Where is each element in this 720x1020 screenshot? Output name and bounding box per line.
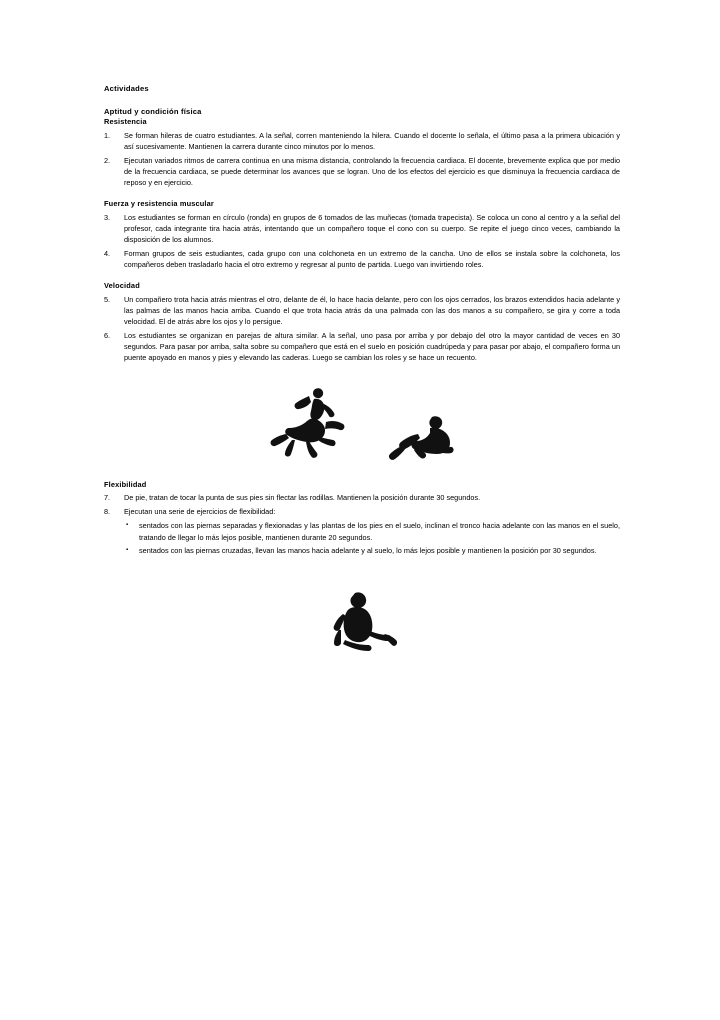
list-item-number: 3.	[104, 212, 111, 222]
list-item-number: 8.	[104, 507, 111, 517]
list-item	[104, 506, 620, 517]
list-item	[104, 248, 620, 270]
list-item	[104, 212, 620, 245]
figure-crouching-person-right	[382, 412, 454, 460]
list-item-number: 7.	[104, 493, 111, 503]
bullet-marker-icon: ▪	[126, 522, 129, 529]
list-item-text: Los estudiantes se forman en círculo (ronda) en grupos de 6 tomados de las muñecas (tomada trapecista). Se coloca un cono al centro y a la señal del profesor, cada integrante tira hacia atrás, intentando que un compañero toque el cono con su cuerpo. Se repite el juego cinco veces, cambiando la disposición de los alumnos.	[124, 212, 620, 245]
list-item-text: Se forman hileras de cuatro estudiantes. A la señal, corren manteniendo la hilera. Cuando el docente lo señala, el último pasa a la primera ubicación y así sucesivamente. Mantienen la carrera durante cinco minutos por lo menos.	[124, 130, 620, 151]
list-item-number: 5.	[104, 295, 111, 305]
list-item-number: 1.	[104, 130, 111, 140]
list-item-text: Los estudiantes se organizan en parejas de altura similar. A la señal, uno pasa por arriba y por debajo del otro la mayor cantidad de veces en 30 segundos. Para pasar por arriba, salta sobre su compañero que está en el suelo en posición cuadrúpeda y para pasar por abajo, el compañero forma un puente apoyado en manos y pies y elevando las caderas. Luego se cambian los roles y se hace un recuento.	[124, 331, 620, 363]
list-item-text: Un compañero trota hacia atrás mientras el otro, delante de él, lo hace hacia delante, pero con los ojos cerrados, los brazos extendidos hacia adelante y las palmas de las manos hacia arriba. Cuando el que trota hacia atrás da una palmada con las dos manos a su compañero, se gira y corre a toda velocidad. El de atrás abre los ojos y lo persigue.	[124, 295, 620, 327]
subsection-heading-flexibilidad: Flexibilidad	[104, 479, 147, 489]
page-title: Actividades	[104, 84, 149, 93]
list-item-text: Ejecutan variados ritmos de carrera continua en una misma distancia, controlando la frecuencia cardiaca. El docente, brevemente explica que por medio de la frecuencia cardiaca, se puede determinar los avances que se logran. Uno de los efectos del ejercicio es que disminuya la frecuencia cardiaca de reposo y en ejercicio.	[124, 156, 620, 188]
list-item-number: 6.	[104, 331, 111, 341]
bullet-list-item-text: sentados con las piernas cruzadas, llevan las manos hacia adelante y al suelo, lo más lejos posible y mantienen la posición por 30 segundos.	[139, 545, 597, 555]
document-content	[104, 84, 620, 652]
list-item-text: De pie, tratan de tocar la punta de sus pies sin flectar las rodillas. Mantienen la posición durante 30 segundos.	[124, 493, 481, 503]
list-item	[104, 294, 620, 327]
subsection-heading-resistencia: Resistencia	[104, 117, 147, 127]
figure-seated-stretch-person	[325, 590, 399, 652]
bullet-list-item	[126, 520, 620, 542]
list-item	[104, 492, 620, 503]
list-item-text: Ejecutan una serie de ejercicios de flexibilidad:	[124, 507, 276, 517]
figure-group-exercise-pair	[104, 386, 620, 460]
subsection-heading-fuerza: Fuerza y resistencia muscular	[104, 199, 214, 209]
subsection-heading-velocidad: Velocidad	[104, 281, 140, 291]
list-item	[104, 130, 620, 152]
list-item-number: 4.	[104, 249, 111, 259]
figure-group-flexibility	[104, 590, 620, 652]
list-item	[104, 330, 620, 363]
bullet-marker-icon: ▪	[126, 546, 129, 553]
list-item	[104, 155, 620, 188]
section-heading-aptitud: Aptitud y condición física	[104, 107, 202, 117]
bullet-list-item-text: sentados con las piernas separadas y flexionadas y las plantas de los pies en el suelo, inclinan el tronco hacia adelante con las manos en el suelo, tratando de llegar lo más lejos posible, mantienen durante 20 segundos.	[139, 521, 620, 542]
figure-crouching-person-left	[270, 386, 348, 460]
list-item-number: 2.	[104, 156, 111, 165]
list-item-text: Forman grupos de seis estudiantes, cada grupo con una colchoneta en un extremo de la cancha. Uno de ellos se instala sobre la colchoneta, los compañeros deben trasladarlo hacia el otro extremo y regresar al punto de partida. Luego van invirtiendo roles.	[124, 249, 620, 270]
bullet-list-item	[126, 545, 620, 556]
